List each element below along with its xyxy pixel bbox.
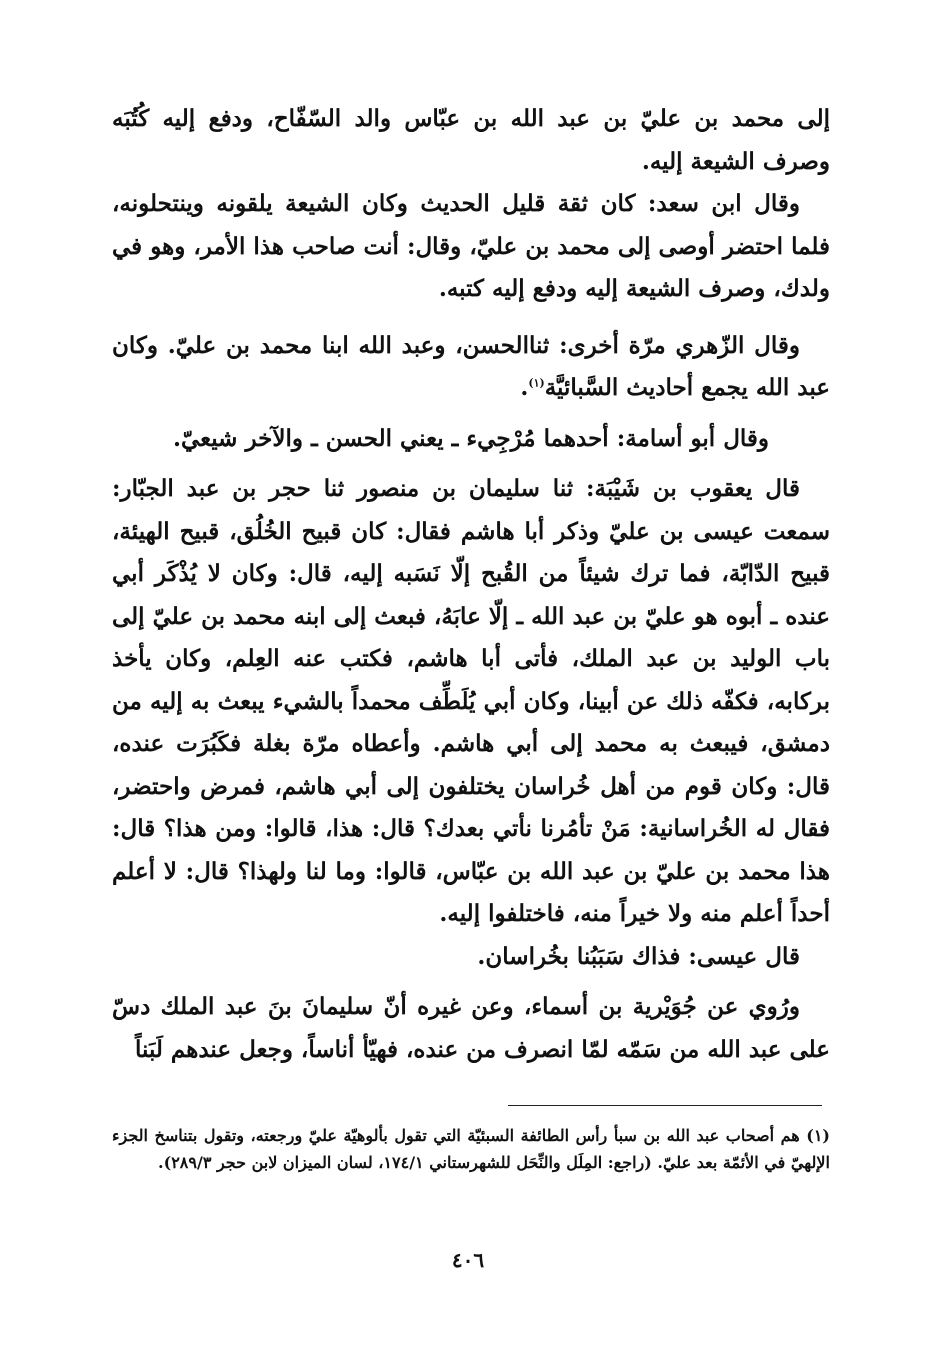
- paragraph-5: قال يعقوب بن شَيْبَة: ثنا سليمان بن منصور ثنا حجر بن عبد الجبّار: سمعت عيسى بن عليّ وذكر أبا هاشم فقال: كان قبيح الخُلُق، قبيح الهيئة، قبيح الدّابّة، فما ترك شيئاً من القُبح إلّا نَسَبه إليه، قال: وكان لا يُذْكَر أبي عنده ـ أبوه هو عليّ بن عبد الله ـ إلّا عابَهُ، فبعث إلى ابنه محمد بن عليّ إلى باب الوليد بن عبد الملك، فأتى أبا هاشم، فكتب عنه العِلم، وكان يأخذ بركابه، فكفّه ذلك عن أبينا، وكان أبي يُلَطِّف محمداً بالشيء يبعث به إليه من دمشق، فيبعث به محمد إلى أبي هاشم. وأعطاه مرّة بغلة فكَبُرَت عنده، قال: وكان قوم من أهل خُراسان يختلفون إلى أبي هاشم، فمرض واحتضر، فقال له الخُراسانية: مَنْ تأمُرنا نأتي بعدك؟ قال: هذا، قالوا: ومن هذا؟ قال: هذا محمد بن عليّ بن عبد الله بن عبّاس، قالوا: وما لنا ولهذا؟ قال: لا أعلم أحداً أعلم منه ولا خيراً منه، فاختلفوا إليه.: [112, 475, 831, 927]
- paragraph-4: وقال أبو أسامة: أحدهما مُرْجِيء ـ يعني الحسن ـ والآخر شيعيّ.: [172, 424, 770, 452]
- paragraph-1: إلى محمد بن عليّ بن عبد الله بن عبّاس والد السّفّاح، ودفع إليه كُتُبَه وصرف الشيعة إليه.: [112, 105, 830, 175]
- paragraph-6: قال عيسى: فذاك سَبَبُنا بخُراسان.: [477, 942, 800, 970]
- main-text: [112, 98, 830, 1071]
- page-number: ٤٠٦: [451, 1248, 485, 1272]
- paragraph-3-text: وقال الزّهري مرّة أخرى: ثناالحسن، وعبد الله ابنا محمد بن عليّ. وكان عبد الله يجمع أحاديث السَّبائيَّة: [112, 331, 830, 401]
- footnote: (١) هم أصحاب عبد الله بن سبأ رأس الطائفة السبئيّة التي تقول بألوهيّة عليّ ورجعته، وتقول بتناسخ الجزء الإلهيّ في الأئمّة بعد عليّ. (راجع: المِلَل والنِّحَل للشهرستاني ١٧٤/١، لسان الميزان لابن حجر ٢٨٩/٣).: [112, 1126, 830, 1172]
- footnote-separator: [508, 1105, 822, 1106]
- paragraph-2: وقال ابن سعد: كان ثقة قليل الحديث وكان الشيعة يلقونه وينتحلونه، فلما احتضر أوصى إلى محمد بن عليّ، وقال: أنت صاحب هذا الأمر، وهو في ولدك، وصرف الشيعة إليه ودفع إليه كتبه.: [112, 190, 830, 302]
- paragraph-3: وقال الزّهري مرّة أخرى: ثناالحسن، وعبد الله ابنا محمد بن عليّ. وكان عبد الله يجمع أحاديث السَّبائيَّة$^{(١)}$.: [112, 331, 830, 401]
- paragraph-7: ورُوي عن جُوَيْرية بن أسماء، وعن غيره أنّ سليمانَ بنَ عبد الملك دسّ على عبد الله من سَمّه لمّا انصرف من عنده، فهيّأ أناساً، وجعل عندهم لَبَناً: [112, 993, 830, 1063]
- footnote-marker: (١): [528, 376, 545, 390]
